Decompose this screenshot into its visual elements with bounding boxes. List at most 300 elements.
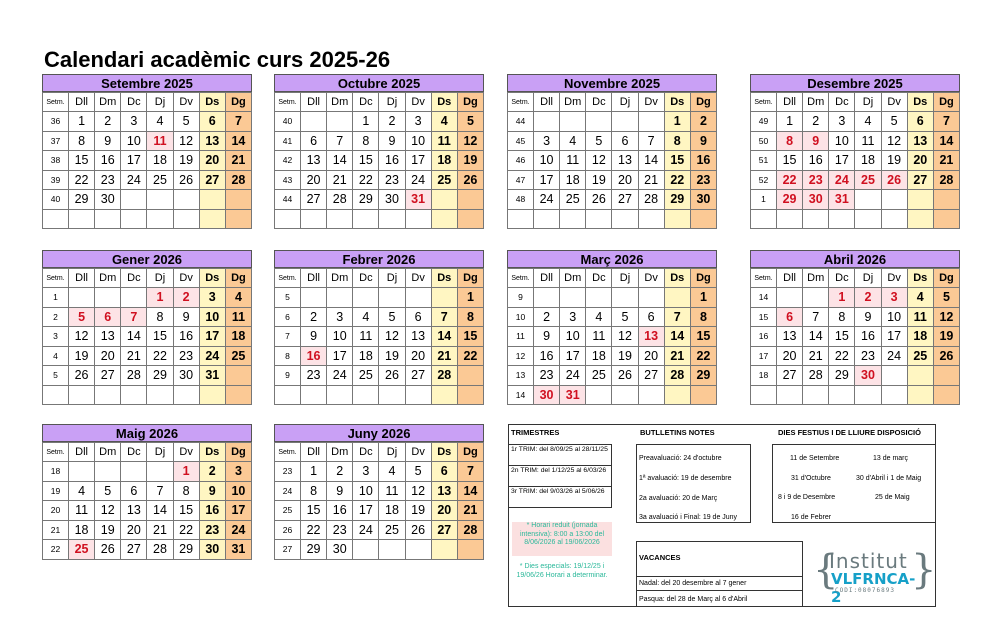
day-cell: 22 [690, 346, 716, 366]
day-cell: 22 [829, 346, 855, 366]
week-number [751, 209, 777, 229]
day-cell: 16 [803, 151, 829, 171]
day-cell: 27 [199, 170, 225, 190]
week-number: 5 [275, 288, 301, 308]
day-cell: 13 [199, 131, 225, 151]
day-cell: 5 [405, 462, 431, 482]
trimestres-title: TRIMESTRES [511, 428, 560, 437]
festiu-1: 11 de Setembre [790, 455, 840, 462]
week-row [43, 501, 252, 521]
empty-day-cell [803, 209, 829, 229]
week-number: 11 [508, 327, 534, 347]
week-number: 47 [508, 170, 534, 190]
week-number: 39 [43, 170, 69, 190]
festiu-2: 31 d'Octubre [791, 475, 831, 482]
day-cell: 11 [560, 151, 586, 171]
day-cell: 16 [199, 501, 225, 521]
week-row [43, 346, 252, 366]
month-table [507, 92, 717, 229]
day-cell: 20 [612, 170, 638, 190]
day-cell: 19 [95, 520, 121, 540]
empty-day-cell [777, 288, 803, 308]
week-row [275, 366, 484, 386]
empty-day-cell [534, 288, 560, 308]
week-row [275, 385, 484, 405]
weekday-header: Ds [199, 443, 225, 462]
week-row [508, 288, 717, 308]
weekday-header-row [508, 269, 717, 288]
day-cell: 26 [173, 170, 199, 190]
weekday-header: Dg [457, 93, 483, 112]
empty-day-cell [147, 385, 173, 405]
weekday-header: Dv [638, 269, 664, 288]
weekday-header: Dm [560, 93, 586, 112]
day-cell: 10 [121, 131, 147, 151]
day-cell: 14 [638, 151, 664, 171]
empty-day-cell [95, 385, 121, 405]
day-cell: 18 [431, 151, 457, 171]
day-cell: 7 [933, 112, 959, 132]
day-cell: 1 [173, 462, 199, 482]
month-title: Octubre 2025 [274, 74, 484, 92]
week-row [43, 209, 252, 229]
week-number: 5 [43, 366, 69, 386]
empty-day-cell [405, 540, 431, 560]
day-cell: 3 [405, 112, 431, 132]
month-title: Gener 2026 [42, 250, 252, 268]
day-cell: 7 [225, 112, 251, 132]
day-cell: 31 [405, 190, 431, 210]
day-cell: 25 [379, 520, 405, 540]
weekday-header: Dj [855, 269, 881, 288]
empty-day-cell [353, 288, 379, 308]
week-row [275, 170, 484, 190]
week-row [751, 346, 960, 366]
day-cell: 22 [777, 170, 803, 190]
weekday-header: Dg [225, 443, 251, 462]
day-cell: 18 [379, 501, 405, 521]
week-number: 20 [43, 501, 69, 521]
empty-day-cell [95, 288, 121, 308]
day-cell: 3 [829, 112, 855, 132]
day-cell: 10 [829, 131, 855, 151]
empty-day-cell [560, 209, 586, 229]
empty-day-cell [457, 209, 483, 229]
empty-day-cell [664, 385, 690, 405]
day-cell: 26 [69, 366, 95, 386]
empty-day-cell [855, 385, 881, 405]
empty-day-cell [225, 385, 251, 405]
day-cell: 7 [664, 307, 690, 327]
day-cell: 21 [933, 151, 959, 171]
week-row [275, 209, 484, 229]
day-cell: 21 [664, 346, 690, 366]
day-cell: 24 [560, 366, 586, 386]
day-cell: 11 [379, 481, 405, 501]
butlleti-1a-avaluacio: 1ª avaluació: 19 de desembre [639, 475, 732, 482]
empty-day-cell [586, 288, 612, 308]
day-cell: 28 [327, 190, 353, 210]
weekday-header: Dg [933, 93, 959, 112]
day-cell: 19 [586, 170, 612, 190]
day-cell: 7 [121, 307, 147, 327]
day-cell: 23 [534, 366, 560, 386]
empty-day-cell [690, 385, 716, 405]
weekday-header: Dg [690, 93, 716, 112]
weekday-header: Dj [147, 443, 173, 462]
day-cell: 3 [225, 462, 251, 482]
logo-line-3: CODI:08076893 [835, 587, 895, 594]
butlleti-2a-avaluacio: 2a avaluació: 20 de Març [639, 495, 718, 502]
weekday-header-row [275, 93, 484, 112]
day-cell: 20 [301, 170, 327, 190]
day-cell: 17 [199, 327, 225, 347]
empty-day-cell [881, 209, 907, 229]
week-row [508, 307, 717, 327]
empty-day-cell [638, 209, 664, 229]
day-cell: 10 [353, 481, 379, 501]
week-row [43, 190, 252, 210]
festiu-5: 13 de març [873, 455, 909, 462]
empty-day-cell [405, 209, 431, 229]
week-number: 19 [43, 481, 69, 501]
day-cell: 30 [803, 190, 829, 210]
week-number: 17 [751, 346, 777, 366]
weekday-header: Dll [301, 269, 327, 288]
day-cell: 1 [147, 288, 173, 308]
empty-day-cell [907, 366, 933, 386]
week-number: 1 [751, 190, 777, 210]
day-cell: 3 [327, 307, 353, 327]
empty-day-cell [69, 385, 95, 405]
day-cell: 19 [457, 151, 483, 171]
day-cell: 28 [664, 366, 690, 386]
empty-day-cell [379, 540, 405, 560]
day-cell: 2 [690, 112, 716, 132]
empty-day-cell [121, 190, 147, 210]
day-cell: 12 [95, 501, 121, 521]
day-cell: 28 [431, 366, 457, 386]
week-row [508, 346, 717, 366]
empty-day-cell [933, 366, 959, 386]
week-row [751, 366, 960, 386]
week-row [508, 112, 717, 132]
day-cell: 14 [803, 327, 829, 347]
day-cell: 30 [199, 540, 225, 560]
day-cell: 31 [225, 540, 251, 560]
weekday-header: Ds [907, 93, 933, 112]
day-cell: 13 [301, 151, 327, 171]
weekday-header: Dv [405, 93, 431, 112]
empty-day-cell [379, 288, 405, 308]
day-cell: 29 [147, 366, 173, 386]
week-number [508, 209, 534, 229]
day-cell: 31 [829, 190, 855, 210]
day-cell: 29 [829, 366, 855, 386]
empty-day-cell [431, 190, 457, 210]
day-cell: 9 [855, 307, 881, 327]
day-cell: 22 [173, 520, 199, 540]
day-cell: 30 [855, 366, 881, 386]
day-cell: 24 [199, 346, 225, 366]
month-title: Febrer 2026 [274, 250, 484, 268]
month-title: Setembre 2025 [42, 74, 252, 92]
empty-day-cell [586, 385, 612, 405]
empty-day-cell [327, 288, 353, 308]
day-cell: 15 [147, 327, 173, 347]
month-table [274, 92, 484, 229]
weekday-header: Dg [690, 269, 716, 288]
empty-day-cell [431, 385, 457, 405]
day-cell: 17 [881, 327, 907, 347]
day-cell: 15 [690, 327, 716, 347]
weekday-header: Dm [327, 443, 353, 462]
weekday-header: Dll [69, 443, 95, 462]
empty-day-cell [327, 385, 353, 405]
week-row [275, 190, 484, 210]
day-cell: 1 [353, 112, 379, 132]
day-cell: 15 [69, 151, 95, 171]
day-cell: 8 [829, 307, 855, 327]
day-cell: 12 [173, 131, 199, 151]
month-title: Maig 2026 [42, 424, 252, 442]
weekday-header: Dg [933, 269, 959, 288]
week-row [275, 327, 484, 347]
week-number: 14 [751, 288, 777, 308]
week-number: 12 [508, 346, 534, 366]
week-row [751, 151, 960, 171]
day-cell: 10 [534, 151, 560, 171]
day-cell: 4 [431, 112, 457, 132]
day-cell: 19 [881, 151, 907, 171]
weekday-header: Dv [173, 443, 199, 462]
month-table [750, 268, 960, 405]
day-cell: 6 [431, 462, 457, 482]
empty-day-cell [225, 190, 251, 210]
empty-day-cell [586, 209, 612, 229]
day-cell: 28 [933, 170, 959, 190]
month-title: Desembre 2025 [750, 74, 960, 92]
day-cell: 16 [690, 151, 716, 171]
empty-day-cell [638, 385, 664, 405]
week-number: 24 [275, 481, 301, 501]
day-cell: 12 [881, 131, 907, 151]
empty-day-cell [225, 366, 251, 386]
day-cell: 29 [690, 366, 716, 386]
week-number [275, 209, 301, 229]
day-cell: 20 [431, 501, 457, 521]
weekday-header: Dm [803, 269, 829, 288]
day-cell: 12 [612, 327, 638, 347]
month-table [274, 268, 484, 405]
day-cell: 23 [301, 366, 327, 386]
empty-day-cell [199, 190, 225, 210]
day-cell: 17 [121, 151, 147, 171]
day-cell: 15 [301, 501, 327, 521]
day-cell: 6 [199, 112, 225, 132]
weekday-header: Dj [612, 269, 638, 288]
empty-day-cell [907, 385, 933, 405]
month-calendar [42, 74, 252, 229]
week-row [43, 481, 252, 501]
day-cell: 9 [803, 131, 829, 151]
day-cell: 14 [933, 131, 959, 151]
day-cell: 17 [405, 151, 431, 171]
month-title: Març 2026 [507, 250, 717, 268]
day-cell: 17 [225, 501, 251, 521]
day-cell: 31 [199, 366, 225, 386]
day-cell: 14 [327, 151, 353, 171]
week-number: 1 [43, 288, 69, 308]
day-cell: 11 [586, 327, 612, 347]
day-cell: 27 [301, 190, 327, 210]
empty-day-cell [199, 385, 225, 405]
day-cell: 11 [353, 327, 379, 347]
day-cell: 7 [431, 307, 457, 327]
day-cell: 5 [612, 307, 638, 327]
week-row [43, 170, 252, 190]
day-cell: 18 [560, 170, 586, 190]
day-cell: 27 [121, 540, 147, 560]
day-cell: 16 [379, 151, 405, 171]
week-row [508, 190, 717, 210]
day-cell: 19 [379, 346, 405, 366]
weekday-header: Dll [69, 269, 95, 288]
day-cell: 15 [173, 501, 199, 521]
day-cell: 23 [855, 346, 881, 366]
week-row [43, 131, 252, 151]
week-row [751, 288, 960, 308]
day-cell: 10 [199, 307, 225, 327]
week-row [751, 327, 960, 347]
week-row [43, 327, 252, 347]
day-cell: 9 [690, 131, 716, 151]
month-table [42, 92, 252, 229]
day-cell: 13 [777, 327, 803, 347]
week-number: 8 [275, 346, 301, 366]
day-cell: 2 [95, 112, 121, 132]
empty-day-cell [431, 209, 457, 229]
weekday-header-row [43, 269, 252, 288]
weekday-header: Dc [829, 93, 855, 112]
week-number: 45 [508, 131, 534, 151]
day-cell: 4 [379, 462, 405, 482]
day-cell: 8 [353, 131, 379, 151]
day-cell: 11 [431, 131, 457, 151]
month-table [42, 268, 252, 405]
day-cell: 8 [690, 307, 716, 327]
day-cell: 25 [560, 190, 586, 210]
empty-day-cell [907, 190, 933, 210]
day-cell: 9 [199, 481, 225, 501]
day-cell: 28 [803, 366, 829, 386]
day-cell: 21 [457, 501, 483, 521]
week-number: 42 [275, 151, 301, 171]
weekday-header: Dc [586, 93, 612, 112]
day-cell: 17 [829, 151, 855, 171]
day-cell: 24 [225, 520, 251, 540]
weekday-header: Dm [95, 269, 121, 288]
day-cell: 21 [225, 151, 251, 171]
week-row [43, 520, 252, 540]
weekday-header: Dv [173, 269, 199, 288]
day-cell: 1 [829, 288, 855, 308]
week-number: 18 [751, 366, 777, 386]
day-cell: 8 [301, 481, 327, 501]
day-cell: 27 [95, 366, 121, 386]
week-number: 25 [275, 501, 301, 521]
weekday-header-row [43, 443, 252, 462]
week-number: 44 [508, 112, 534, 132]
weekday-header: Dc [353, 269, 379, 288]
week-number: 9 [275, 366, 301, 386]
week-number: 3 [43, 327, 69, 347]
week-number: 43 [275, 170, 301, 190]
day-cell: 6 [612, 131, 638, 151]
day-cell: 30 [534, 385, 560, 405]
empty-day-cell [881, 385, 907, 405]
day-cell: 31 [560, 385, 586, 405]
day-cell: 13 [638, 327, 664, 347]
day-cell: 8 [664, 131, 690, 151]
empty-day-cell [431, 288, 457, 308]
week-number: 48 [508, 190, 534, 210]
page-title: Calendari acadèmic curs 2025-26 [44, 47, 391, 72]
day-cell: 25 [225, 346, 251, 366]
day-cell: 29 [69, 190, 95, 210]
week-number-header: Setm. [751, 269, 777, 288]
empty-day-cell [95, 462, 121, 482]
day-cell: 26 [95, 540, 121, 560]
day-cell: 29 [353, 190, 379, 210]
weekday-header: Dm [327, 269, 353, 288]
day-cell: 10 [225, 481, 251, 501]
butlleti-preavaluacio: Preavaluació: 24 d'octubre [639, 455, 722, 462]
day-cell: 21 [121, 346, 147, 366]
empty-day-cell [881, 366, 907, 386]
day-cell: 17 [560, 346, 586, 366]
day-cell: 24 [121, 170, 147, 190]
day-cell: 6 [95, 307, 121, 327]
week-number-header: Setm. [275, 269, 301, 288]
weekday-header: Dv [638, 93, 664, 112]
vacances-pasqua: Pasqua: del 28 de Març al 6 d'Abril [639, 596, 748, 603]
month-table [274, 442, 484, 560]
day-cell: 7 [457, 462, 483, 482]
month-title: Juny 2026 [274, 424, 484, 442]
weekday-header: Dj [147, 93, 173, 112]
day-cell: 5 [933, 288, 959, 308]
month-title: Novembre 2025 [507, 74, 717, 92]
day-cell: 18 [586, 346, 612, 366]
day-cell: 23 [690, 170, 716, 190]
weekday-header: Dll [777, 269, 803, 288]
trimestre-3: 3r TRIM: del 9/03/26 al 5/06/26 [508, 486, 612, 508]
empty-day-cell [173, 385, 199, 405]
day-cell: 15 [457, 327, 483, 347]
month-calendar [274, 250, 484, 405]
month-table [750, 92, 960, 229]
empty-day-cell [353, 209, 379, 229]
day-cell: 26 [612, 366, 638, 386]
day-cell: 13 [405, 327, 431, 347]
weekday-header: Ds [431, 269, 457, 288]
weekday-header: Dv [173, 93, 199, 112]
day-cell: 19 [69, 346, 95, 366]
week-number: 23 [275, 462, 301, 482]
day-cell: 26 [586, 190, 612, 210]
day-cell: 22 [353, 170, 379, 190]
